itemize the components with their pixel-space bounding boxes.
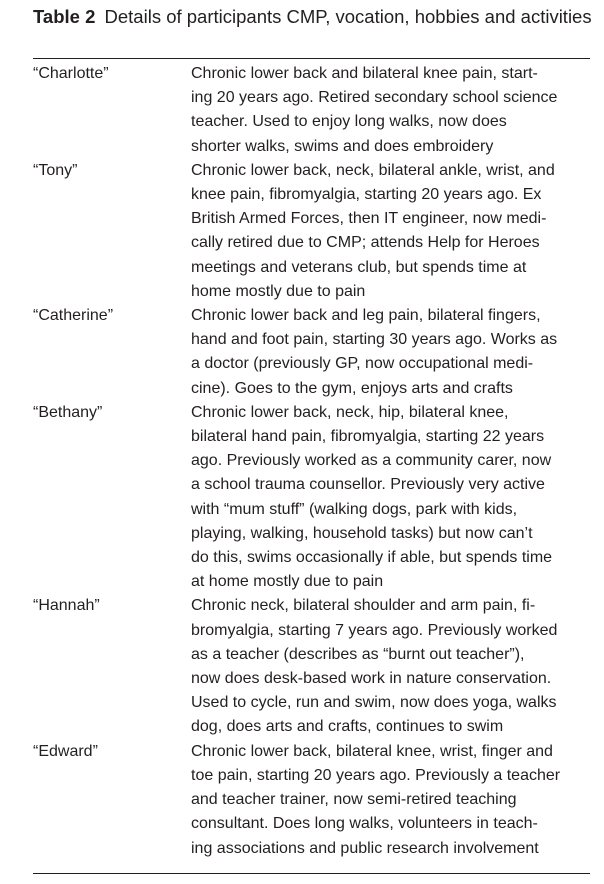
details-line: Chronic neck, bilateral shoulder and arm pain, fi-: [191, 597, 536, 615]
table-row: [33, 159, 590, 304]
details-line: Chronic lower back and bilateral knee pain, start-: [191, 65, 538, 82]
details-line: Chronic lower back and leg pain, bilateral fingers,: [191, 307, 541, 325]
details-line: ago. Previously worked as a community carer, now: [191, 452, 552, 470]
participant-details: [191, 159, 583, 304]
participant-details: [191, 594, 583, 739]
table-caption: [33, 5, 593, 29]
participant-name: “Bethany”: [33, 403, 103, 421]
table-row: [33, 594, 590, 739]
details-line: shorter walks, swims and does embroidery: [191, 137, 494, 155]
participant-details: [191, 401, 583, 595]
details-line: with “mum stuff” (walking dogs, park with kids,: [191, 500, 518, 518]
details-line: knee pain, fibromyalgia, starting 20 years ago. Ex: [191, 186, 542, 204]
details-line: at home mostly due to pain: [191, 573, 384, 591]
details-line: cine). Goes to the gym, enjoys arts and crafts: [191, 379, 513, 397]
details-line: Chronic lower back, bilateral knee, wrist, finger and: [191, 742, 553, 760]
table-bottom-rule: [33, 873, 590, 874]
details-line: as a teacher (describes as “burnt out teacher”),: [191, 645, 525, 663]
details-line: bilateral hand pain, fibromyalgia, starting 22 years: [191, 428, 545, 446]
details-line: cally retired due to CMP; attends Help for Heroes: [191, 234, 540, 252]
details-line: playing, walking, household tasks) but now can’t: [191, 524, 533, 542]
details-line: home mostly due to pain: [191, 282, 366, 300]
details-line: ing 20 years ago. Retired secondary school science: [191, 89, 558, 107]
participant-name: “Edward”: [33, 742, 98, 760]
table-caption-text: Details of participants CMP, vocation, hobbies and activities: [104, 6, 592, 27]
details-line: Chronic lower back, neck, hip, bilateral knee,: [191, 403, 509, 421]
details-line: now does desk-based work in nature conservation.: [191, 670, 552, 688]
details-line: Used to cycle, run and swim, now does yoga, walks: [191, 694, 557, 712]
details-line: a school trauma counsellor. Previously very active: [191, 476, 545, 494]
table-row: [33, 62, 590, 159]
details-line: dog, does arts and crafts, continues to swim: [191, 718, 504, 736]
details-line: teacher. Used to enjoy long walks, now does: [191, 113, 507, 131]
table-label: Table 2: [33, 6, 96, 27]
details-line: hand and foot pain, starting 30 years ago. Works as: [191, 331, 558, 349]
details-line: a doctor (previously GP, now occupational medi-: [191, 355, 534, 373]
details-line: British Armed Forces, then IT engineer, now medi-: [191, 210, 547, 228]
table-row: [33, 304, 590, 401]
table-top-rule: [33, 58, 590, 59]
participant-details: [191, 304, 583, 401]
participant-name: “Tony”: [33, 161, 78, 179]
table-row: [33, 401, 590, 595]
details-line: do this, swims occasionally if able, but spends time: [191, 549, 553, 567]
details-line: toe pain, starting 20 years ago. Previously a teacher: [191, 766, 561, 784]
participant-name: “Catherine”: [33, 307, 114, 325]
details-line: and teacher trainer, now semi-retired teaching: [191, 791, 517, 809]
details-line: Chronic lower back, neck, bilateral ankle, wrist, and: [191, 161, 555, 179]
details-line: bromyalgia, starting 7 years ago. Previously worked: [191, 621, 558, 639]
details-line: consultant. Does long walks, volunteers in teach-: [191, 815, 538, 833]
participant-details: [191, 62, 583, 159]
participant-details: [191, 740, 583, 861]
participant-name: “Charlotte”: [33, 65, 109, 82]
details-line: ing associations and public research involvement: [191, 839, 539, 857]
participants-table: [33, 62, 590, 861]
details-line: meetings and veterans club, but spends time at: [191, 258, 527, 276]
table-row: [33, 740, 590, 861]
participant-name: “Hannah”: [33, 597, 100, 615]
